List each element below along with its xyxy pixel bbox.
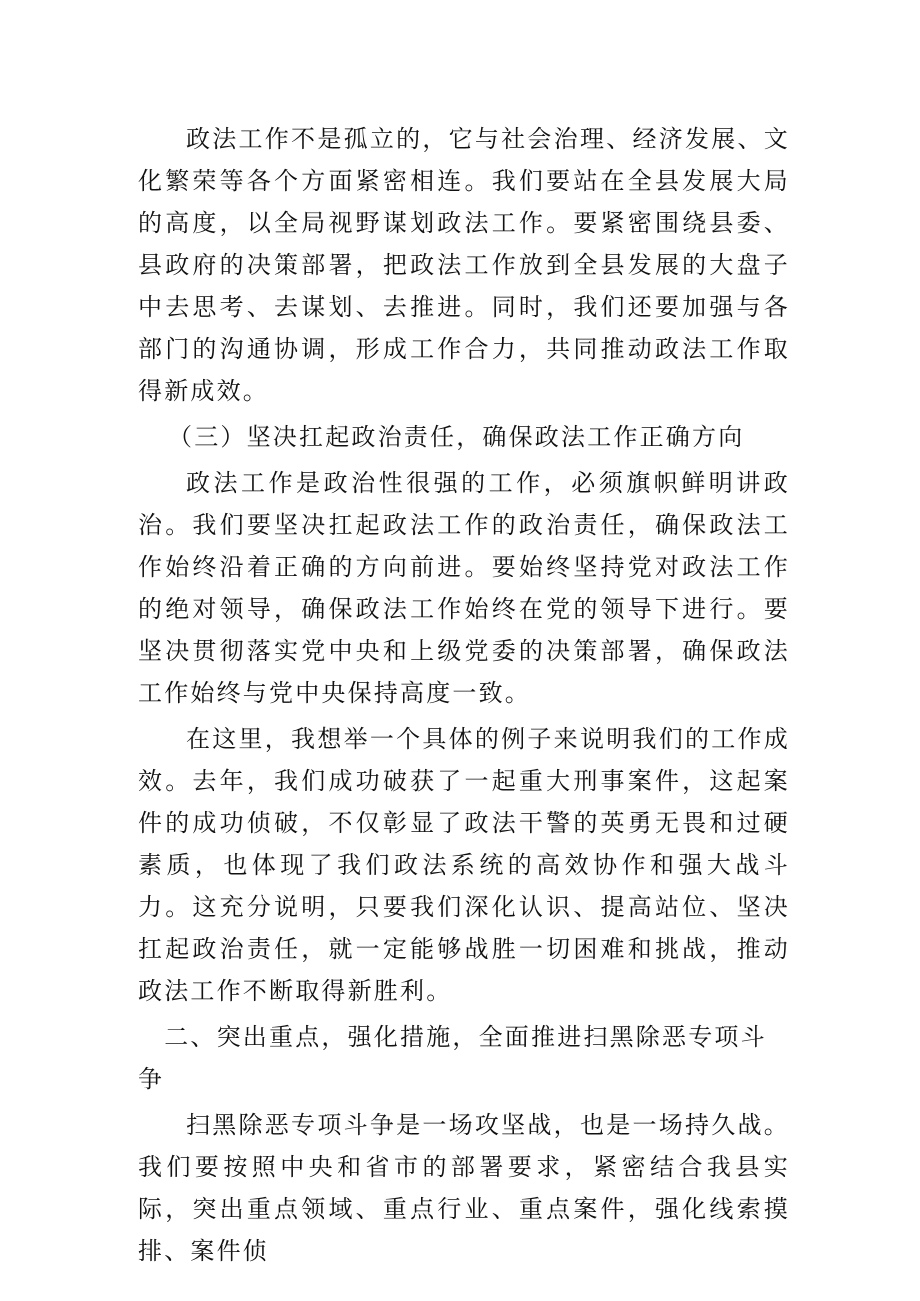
chapter-heading: 二、突出重点，强化措施，全面推进扫黑除恶专项斗争 bbox=[138, 1023, 767, 1093]
paragraph: 政法工作是政治性很强的工作，必须旗帜鲜明讲政治。我们要坚决扛起政法工作的政治责任，确保政法工作始终沿着正确的方向前进。要始终坚持党对政法工作的绝对领导，确保政法工作始终在党的领导下进行。要坚决贯彻落实党中央和上级党委的决策部署，确保政法工作始终与党中央保持高度一致。 bbox=[138, 469, 790, 707]
paragraph: 政法工作不是孤立的，它与社会治理、经济发展、文化繁荣等各个方面紧密相连。我们要站在全县发展大局的高度，以全局视野谋划政法工作。要紧密围绕县委、县政府的决策部署，把政法工作放到全县发展的大盘子中去思考、去谋划、去推进。同时，我们还要加强与各部门的沟通协调，形成工作合力，共同推动政法工作取得新成效。 bbox=[138, 125, 790, 405]
paragraph: 扫黑除恶专项斗争是一场攻坚战，也是一场持久战。我们要按照中央和省市的部署要求，紧密结合我县实际，突出重点领域、重点行业、重点案件，强化线索摸排、案件侦 bbox=[138, 1111, 790, 1265]
section-heading: （三）坚决扛起政治责任，确保政法工作正确方向 bbox=[168, 423, 745, 451]
paragraph: 在这里，我想举一个具体的例子来说明我们的工作成效。去年，我们成功破获了一起重大刑事案件，这起案件的成功侦破，不仅彰显了政法干警的英勇无畏和过硬素质，也体现了我们政法系统的高效协作和强大战斗力。这充分说明，只要我们深化认识、提高站位、坚决扛起政治责任，就一定能够战胜一切困难和挑战，推动政法工作不断取得新胜利。 bbox=[138, 725, 790, 1005]
document-body bbox=[138, 118, 790, 1276]
